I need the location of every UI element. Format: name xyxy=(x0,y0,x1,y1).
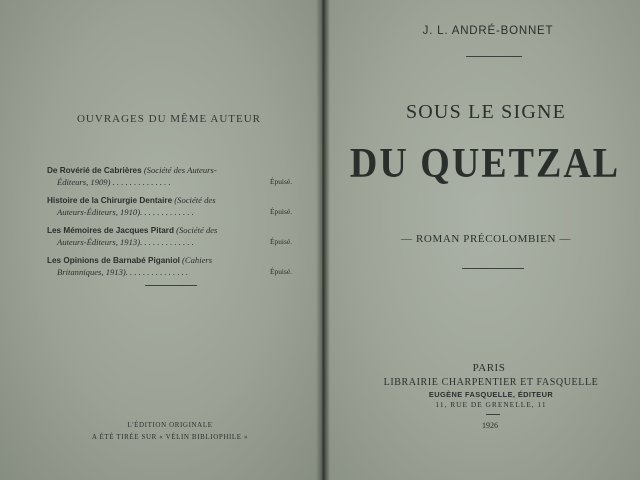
leader-dots: . . . . . . . . . . . . . xyxy=(140,236,194,247)
list-item xyxy=(47,255,292,277)
works-list xyxy=(47,165,292,285)
work-publisher-cont: Auteurs-Éditeurs, 1910) xyxy=(57,206,141,217)
work-publisher: (Société des Auteurs- xyxy=(143,165,217,175)
work-publisher-cont: Éditeurs, 1909) xyxy=(57,176,111,187)
work-status: Épuisé. xyxy=(270,236,292,246)
book-gutter xyxy=(316,0,330,480)
publisher-name: LIBRAIRIE CHARPENTIER ET FASQUELLE xyxy=(383,377,599,388)
publisher-city: PARIS xyxy=(472,362,506,374)
work-title: De Rovérié de Cabrières xyxy=(47,166,142,175)
divider xyxy=(462,268,524,269)
edition-line: A ÉTÉ TIRÉE SUR « VÉLIN BIBLIOPHILE » xyxy=(91,433,249,441)
author-name: J. L. ANDRÉ-BONNET xyxy=(422,25,554,37)
divider xyxy=(466,56,522,57)
work-title: Histoire de la Chirurgie Dentaire xyxy=(47,196,173,205)
list-item xyxy=(47,165,292,187)
publisher-editor: EUGÈNE FASQUELLE, ÉDITEUR xyxy=(428,390,554,399)
works-heading: OUVRAGES DU MÊME AUTEUR xyxy=(76,113,262,125)
publication-year: 1926 xyxy=(482,421,498,430)
work-status: Épuisé. xyxy=(270,176,292,186)
leader-dots: . . . . . . . . . . . . . . xyxy=(110,176,171,187)
edition-note xyxy=(80,419,260,443)
work-title: Les Opinions de Barnabé Piganiol xyxy=(47,256,180,265)
work-publisher-cont: Auteurs-Éditeurs, 1913) xyxy=(57,236,141,247)
publisher-address: 11, RUE DE GRENELLE, 11 xyxy=(435,400,547,409)
title-line-1: SOUS LE SIGNE xyxy=(405,101,567,123)
work-status: Épuisé. xyxy=(270,266,292,276)
genre-line: — ROMAN PRÉCOLOMBIEN — xyxy=(401,233,571,245)
list-item xyxy=(47,195,292,217)
list-item xyxy=(47,225,292,247)
divider xyxy=(486,414,500,415)
right-page xyxy=(324,0,640,480)
edition-line: L'ÉDITION ORIGINALE xyxy=(127,421,213,429)
work-title: Les Mémoires de Jacques Pitard xyxy=(47,226,174,235)
leader-dots: . . . . . . . . . . . . . . . xyxy=(125,266,189,277)
work-publisher: (Société des xyxy=(176,225,218,235)
book-title: DU QUETZAL xyxy=(349,140,621,188)
work-publisher-cont: Britanniques, 1913) xyxy=(57,266,126,277)
work-status: Épuisé. xyxy=(270,206,292,216)
divider xyxy=(145,285,197,286)
work-publisher: (Cahiers xyxy=(182,255,213,265)
leader-dots: . . . . . . . . . . . . . xyxy=(140,206,194,217)
work-publisher: (Société des xyxy=(174,195,216,205)
